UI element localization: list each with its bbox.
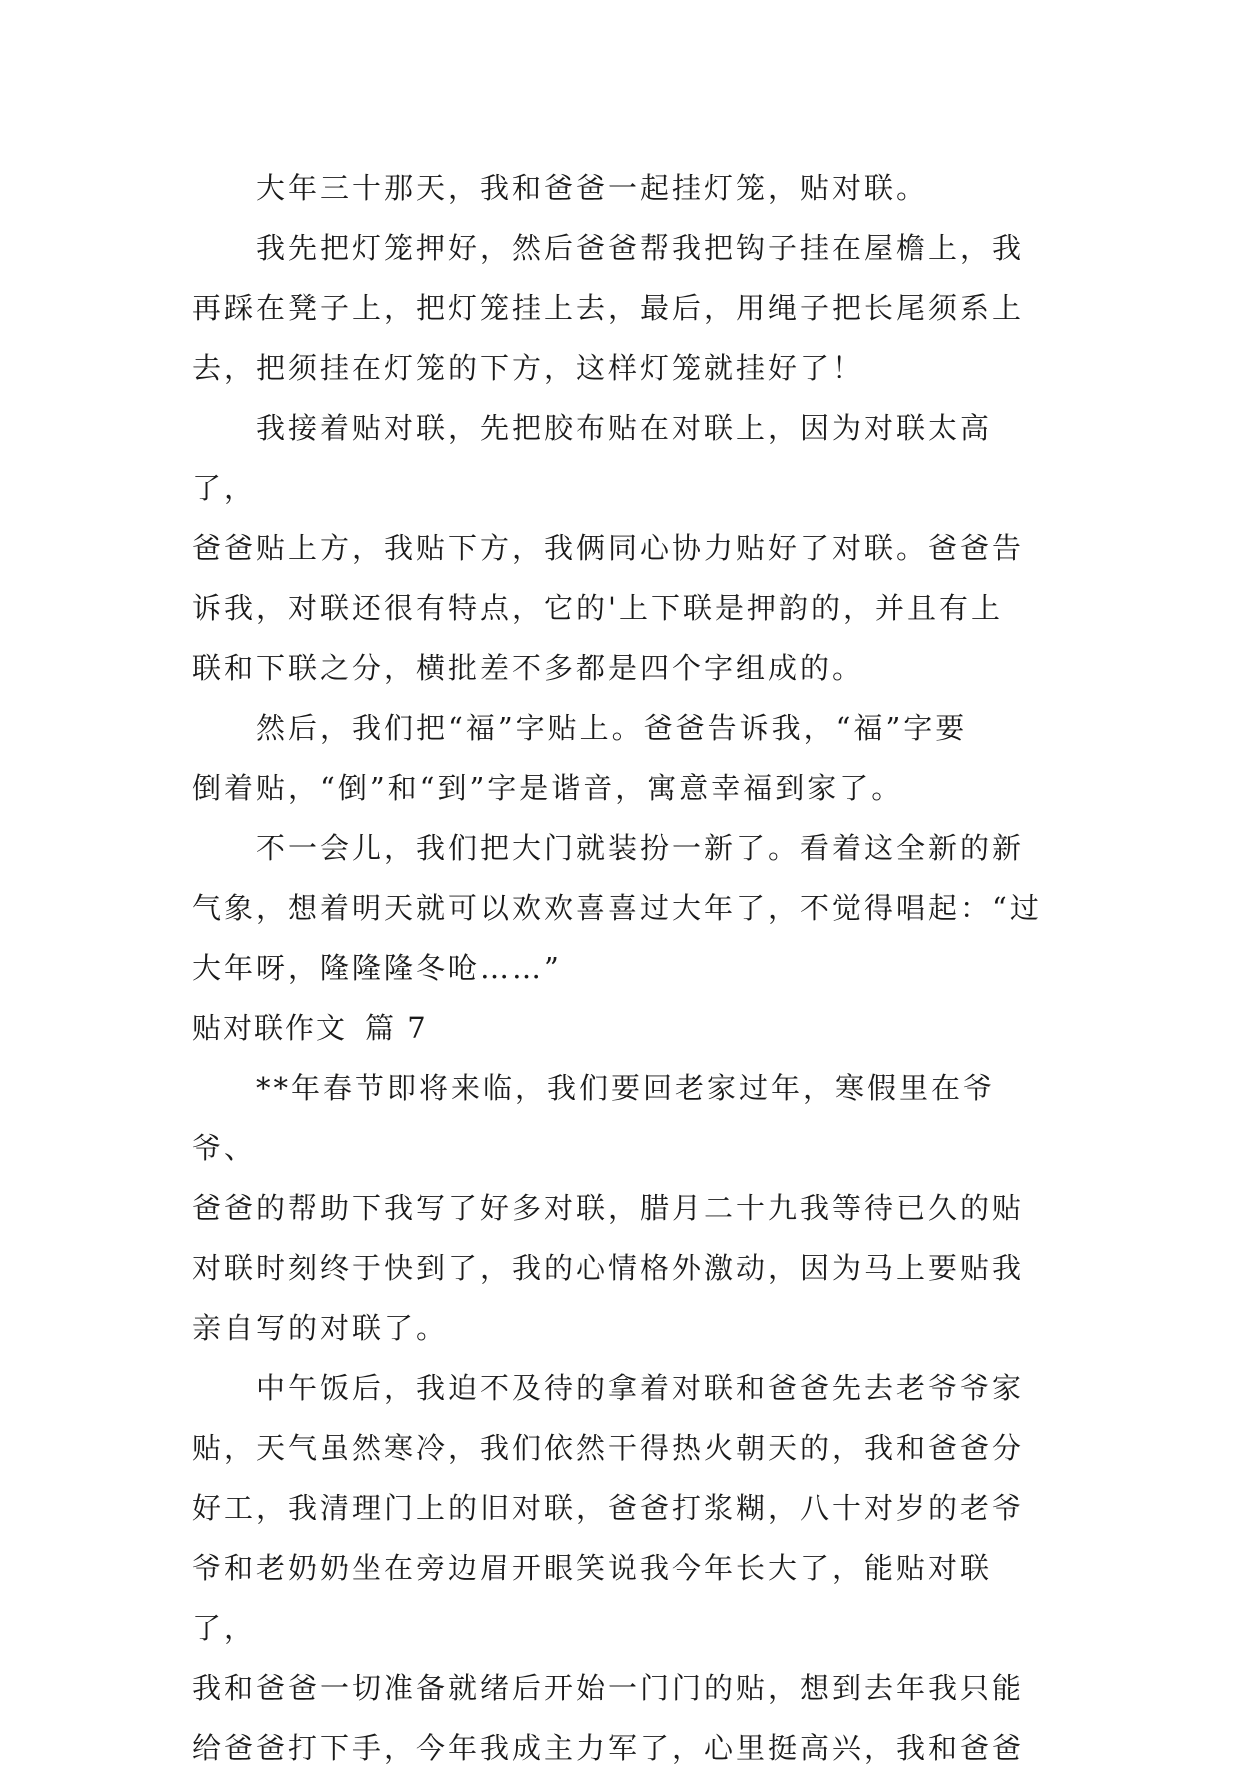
heading-number: 篇 7 [365, 1011, 428, 1045]
paragraph: 中午饭后，我迫不及待的拿着对联和爸爸先去老爷爷家 贴，天气虽然寒冷，我们依然干得热火朝天的，我和爸爸分 好工，我清理门上的旧对联，爸爸打浆糊，八十对岁的老爷 爷和老奶奶坐在旁边眉开眼笑说我今年长大了，能贴对联了， 我和爸爸一切准备就绪后开始一门门的贴，想到去年我只能 给爸爸打下手，今年我成主力军了，心里挺高兴，我和爸爸 [192, 1371, 1025, 1765]
paragraph: 然后，我们把“福”字贴上。爸爸告诉我，“福”字要 倒着贴，“倒”和“到”字是谐音，寓意幸福到家了。 [192, 711, 968, 805]
paragraph: 我接着贴对联，先把胶布贴在对联上，因为对联太高了， 爸爸贴上方，我贴下方，我俩同心协力贴好了对联。爸爸告 诉我，对联还很有特点，它的'上下联是押韵的，并且有上 联和下联之分，横批差不多都是四个字组成的。 [192, 411, 1025, 685]
paragraph: 大年三十那天，我和爸爸一起挂灯笼，贴对联。 [256, 171, 929, 205]
heading-title: 贴对联作文 [192, 1011, 348, 1045]
document-body [192, 158, 1052, 1778]
paragraph: 我先把灯笼押好，然后爸爸帮我把钩子挂在屋檐上，我 再踩在凳子上，把灯笼挂上去，最后，用绳子把长尾须系上 去，把须挂在灯笼的下方，这样灯笼就挂好了！ [192, 231, 1025, 385]
paragraph: 不一会儿，我们把大门就装扮一新了。看着这全新的新 气象，想着明天就可以欢欢喜喜过大年了，不觉得唱起：“过 大年呀，隆隆隆冬呛……” [192, 831, 1042, 985]
section-heading [192, 998, 1052, 1058]
paragraph: **年春节即将来临，我们要回老家过年，寒假里在爷爷、 爸爸的帮助下我写了好多对联，腊月二十九我等待已久的贴 对联时刻终于快到了，我的心情格外激动，因为马上要贴我 亲自写的对联了。 [192, 1071, 1025, 1345]
